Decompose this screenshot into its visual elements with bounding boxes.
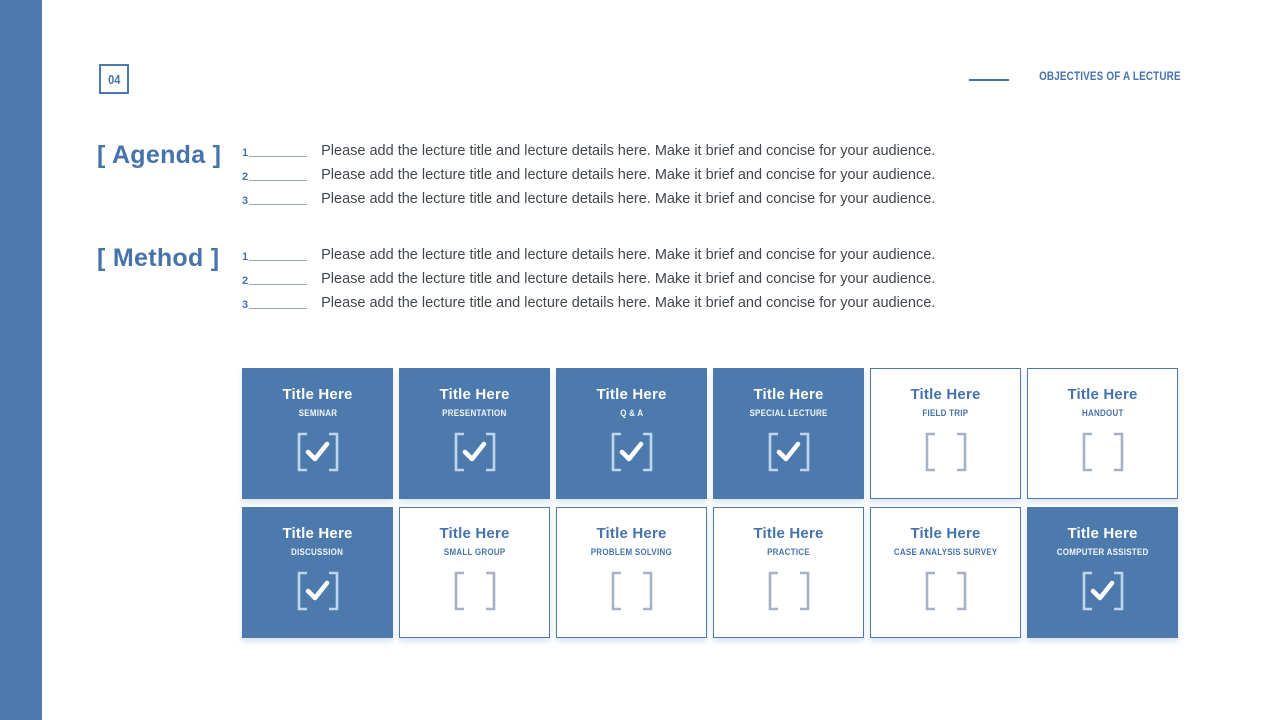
checkbox-brackets-icon (608, 431, 656, 473)
item-text: Please add the lecture title and lecture details here. Make it brief and concise for your audience. (321, 166, 936, 183)
method-list (242, 244, 935, 316)
checkbox-brackets-icon (922, 570, 970, 612)
item-number: 2 (242, 275, 249, 287)
checkbox-brackets-icon (294, 431, 342, 473)
card-subtitle: CASE ANALYSIS SURVEY (893, 547, 998, 558)
card-title: Title Here (1067, 386, 1138, 403)
item-text: Please add the lecture title and lecture details here. Make it brief and concise for your audience. (321, 294, 936, 311)
sidebar-accent-bar (0, 0, 42, 720)
method-card-field-trip[interactable] (870, 368, 1021, 499)
method-card-small-group[interactable] (399, 507, 550, 638)
item-rule (249, 284, 307, 285)
card-subtitle: COMPUTER ASSISTED (1056, 547, 1149, 558)
item-text: Please add the lecture title and lecture details here. Make it brief and concise for your audience. (321, 270, 936, 287)
item-number: 3 (242, 299, 249, 311)
item-rule (249, 180, 307, 181)
method-card-practice[interactable] (713, 507, 864, 638)
agenda-list (242, 140, 935, 212)
method-cards-grid (242, 368, 1178, 638)
checkbox-brackets-icon (451, 570, 499, 612)
item-rule (249, 204, 307, 205)
page-number-badge (99, 64, 129, 94)
card-title: Title Here (753, 386, 824, 403)
item-number: 1 (242, 147, 249, 159)
card-subtitle: PROBLEM SOLVING (590, 547, 673, 558)
item-rule (249, 156, 307, 157)
method-card-seminar[interactable] (242, 368, 393, 499)
item-text: Please add the lecture title and lecture details here. Make it brief and concise for your audience. (321, 142, 936, 159)
checkbox-brackets-icon (765, 431, 813, 473)
card-title: Title Here (753, 525, 824, 542)
card-subtitle: PRACTICE (767, 547, 810, 558)
checkbox-brackets-icon (922, 431, 970, 473)
method-card-handout[interactable] (1027, 368, 1178, 499)
item-number: 2 (242, 171, 249, 183)
card-subtitle: Q & A (619, 408, 644, 419)
check-icon (308, 583, 327, 598)
method-card-case-analysis-survey[interactable] (870, 507, 1021, 638)
check-icon (465, 444, 484, 459)
card-title: Title Here (596, 525, 667, 542)
card-subtitle: SMALL GROUP (443, 547, 506, 558)
item-number: 1 (242, 251, 249, 263)
method-card-special-lecture[interactable] (713, 368, 864, 499)
check-icon (1093, 583, 1112, 598)
card-title: Title Here (282, 525, 353, 542)
method-section-title: [ Method ] (97, 244, 220, 272)
method-card-presentation[interactable] (399, 368, 550, 499)
card-subtitle: PRESENTATION (442, 408, 507, 419)
card-subtitle: DISCUSSION (291, 547, 344, 558)
card-subtitle: HANDOUT (1081, 408, 1124, 419)
agenda-item-row (242, 164, 935, 188)
check-icon (308, 444, 327, 459)
card-title: Title Here (439, 525, 510, 542)
checkbox-brackets-icon (765, 570, 813, 612)
card-title: Title Here (910, 525, 981, 542)
card-title: Title Here (1067, 525, 1138, 542)
check-icon (779, 444, 798, 459)
header-tagline (969, 71, 1181, 83)
card-subtitle: SPECIAL LECTURE (749, 408, 828, 419)
checkbox-brackets-icon (608, 570, 656, 612)
tagline-dash (969, 79, 1009, 81)
agenda-section-title: [ Agenda ] (97, 141, 222, 169)
method-card-qa[interactable] (556, 368, 707, 499)
method-card-discussion[interactable] (242, 507, 393, 638)
item-text: Please add the lecture title and lecture details here. Make it brief and concise for your audience. (321, 190, 936, 207)
tagline-text: OBJECTIVES OF A LECTURE (1039, 71, 1181, 83)
item-text: Please add the lecture title and lecture details here. Make it brief and concise for your audience. (321, 246, 936, 263)
check-icon (622, 444, 641, 459)
method-item-row (242, 268, 935, 292)
method-card-problem-solving[interactable] (556, 507, 707, 638)
checkbox-brackets-icon (451, 431, 499, 473)
checkbox-brackets-icon (1079, 431, 1127, 473)
card-title: Title Here (439, 386, 510, 403)
item-number: 3 (242, 195, 249, 207)
agenda-item-row (242, 188, 935, 212)
page-number-text: 04 (107, 71, 121, 87)
item-rule (249, 260, 307, 261)
agenda-item-row (242, 140, 935, 164)
card-title: Title Here (596, 386, 667, 403)
method-item-row (242, 244, 935, 268)
card-title: Title Here (282, 386, 353, 403)
checkbox-brackets-icon (1079, 570, 1127, 612)
method-item-row (242, 292, 935, 316)
card-title: Title Here (910, 386, 981, 403)
item-rule (249, 308, 307, 309)
checkbox-brackets-icon (294, 570, 342, 612)
method-card-computer-assisted[interactable] (1027, 507, 1178, 638)
card-subtitle: FIELD TRIP (922, 408, 969, 419)
card-subtitle: SEMINAR (298, 408, 337, 419)
